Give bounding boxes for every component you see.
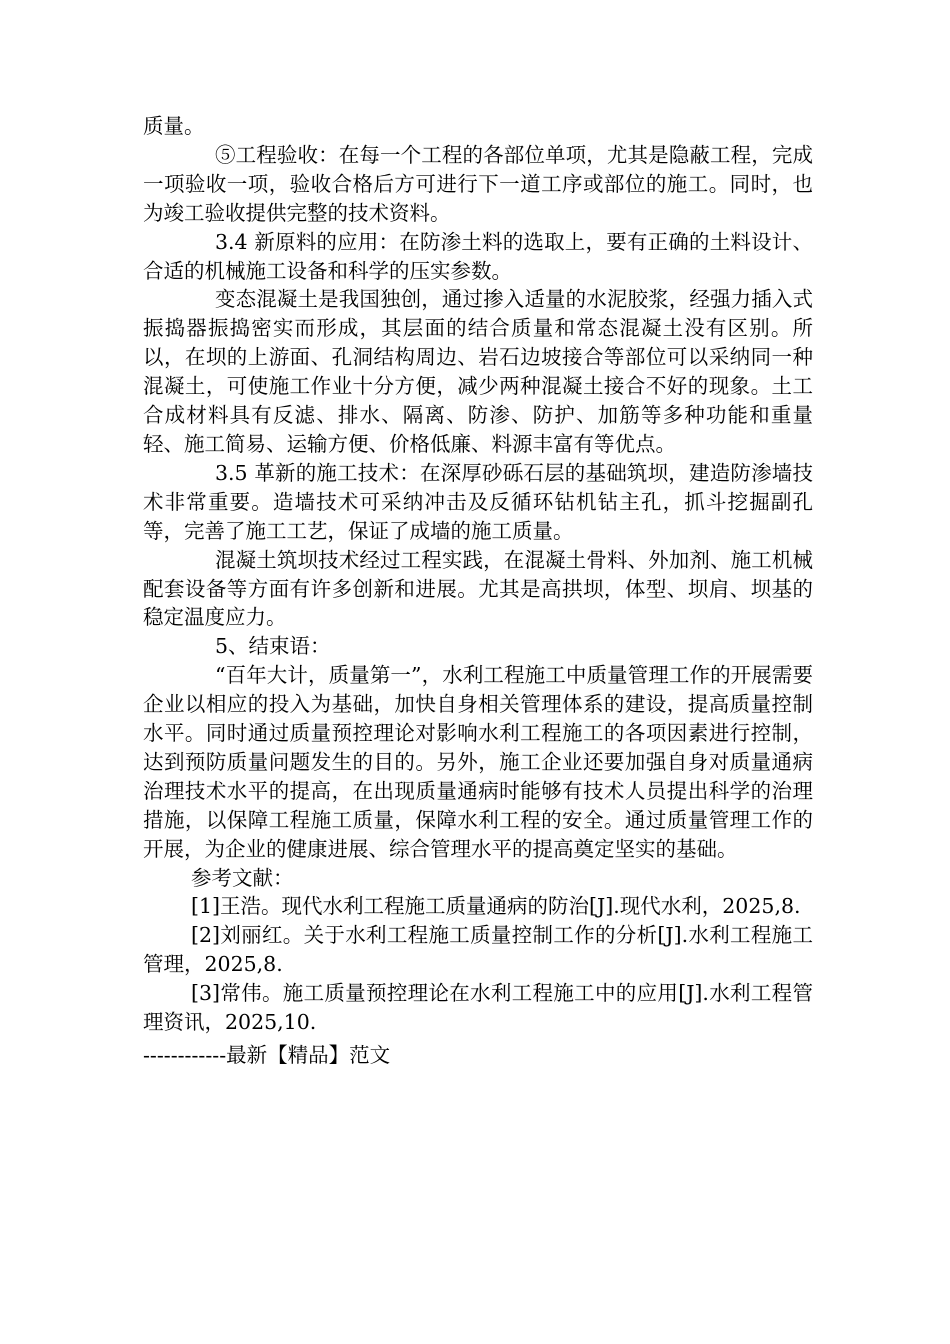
reference-item: [2]刘丽红。关于水利工程施工质量控制工作的分析[J].水利工程施工管理，2025,8. xyxy=(143,923,813,977)
references-heading: 参考文献： xyxy=(191,865,294,890)
section-heading-conclusion: 5、结束语： xyxy=(215,634,331,659)
page-footer: ------------最新【精品】范文 xyxy=(143,1043,391,1067)
paragraph-construction-tech: 3.5 革新的施工技术：在深厚砂砾石层的基础筑坝，建造防渗墙技术非常重要。造墙技术可采纳冲击及反循环钻机钻主孔，抓斗挖掘副孔等，完善了施工工艺，保证了成墙的施工质量。 xyxy=(143,460,813,543)
paragraph-acceptance: ⑤工程验收：在每一个工程的各部位单项，尤其是隐蔽工程，完成一项验收一项，验收合格后方可进行下一道工序或部位的施工。同时，也为竣工验收提供完整的技术资料。 xyxy=(143,142,813,225)
paragraph-dam-tech: 混凝土筑坝技术经过工程实践，在混凝土骨料、外加剂、施工机械配套设备等方面有许多创新和进展。尤其是高拱坝，体型、坝肩、坝基的稳定温度应力。 xyxy=(143,547,813,630)
document-body xyxy=(143,112,813,1037)
paragraph-new-materials: 3.4 新原料的应用：在防渗土料的选取上，要有正确的土料设计、合适的机械施工设备和科学的压实参数。 xyxy=(143,229,813,283)
paragraph-conclusion: “百年大计，质量第一”，水利工程施工中质量管理工作的开展需要企业以相应的投入为基础，加快自身相关管理体系的建设，提高质量控制水平。同时通过质量预控理论对影响水利工程施工的各项因素进行控制，达到预防质量问题发生的目的。另外，施工企业还要加强自身对质量通病治理技术水平的提高，在出现质量通病时能够有技术人员提出科学的治理措施，以保障工程施工质量，保障水利工程的安全。通过质量管理工作的开展，为企业的健康进展、综合管理水平的提高奠定坚实的基础。 xyxy=(143,663,813,861)
paragraph-concrete: 变态混凝土是我国独创，通过掺入适量的水泥胶浆，经强力插入式振捣器振捣密实而形成，其层面的结合质量和常态混凝土没有区别。所以，在坝的上游面、孔洞结构周边、岩石边坡接合等部位可以采纳同一种混凝土，可使施工作业十分方便，减少两种混凝土接合不好的现象。土工合成材料具有反滤、排水、隔离、防渗、防护、加筋等多种功能和重量轻、施工简易、运输方便、价格低廉、料源丰富有等优点。 xyxy=(143,287,813,456)
paragraph-quality-end: 质量。 xyxy=(143,114,205,138)
reference-item: [1]王浩。现代水利工程施工质量通病的防治[J].现代水利，2025,8. xyxy=(191,894,801,919)
reference-item: [3]常伟。施工质量预控理论在水利工程施工中的应用[J].水利工程管理资讯，2025,10. xyxy=(143,981,813,1035)
